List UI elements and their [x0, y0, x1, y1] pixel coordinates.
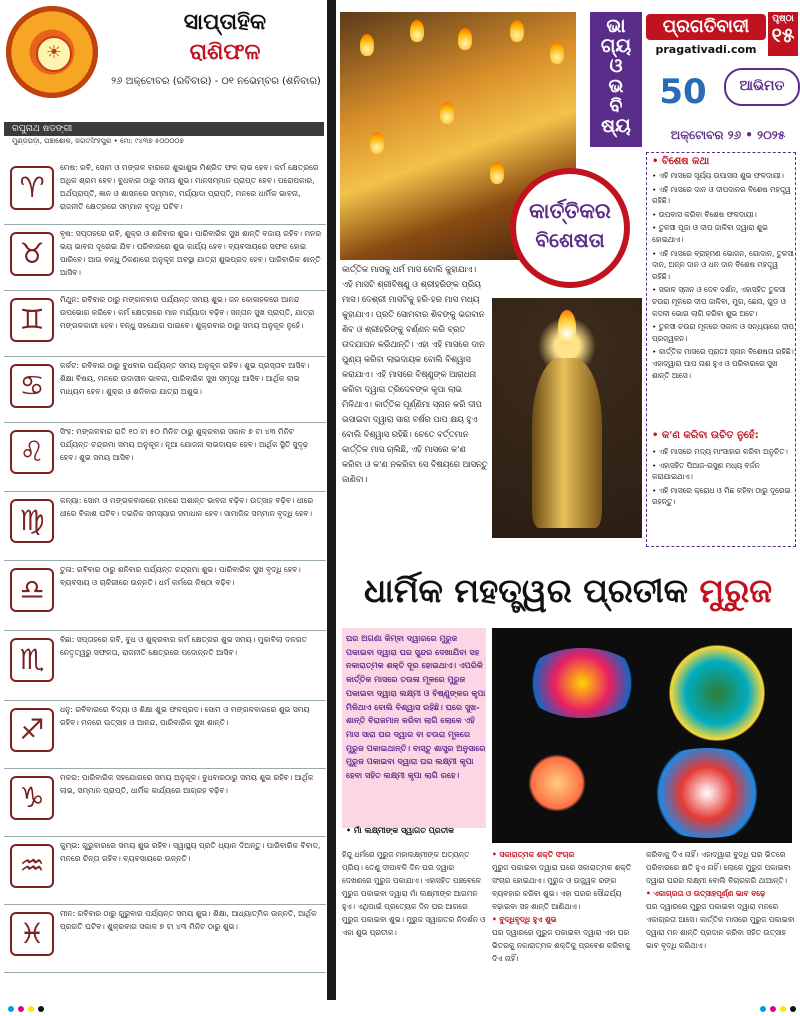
muruja-col-c — [646, 848, 796, 952]
muruja-headline — [340, 560, 796, 622]
sign-row-libra — [4, 560, 326, 631]
vertical-char: ଗ୍ୟ — [600, 35, 632, 57]
sign-row-virgo — [4, 491, 326, 561]
aries-icon: ♈ — [10, 166, 54, 210]
column-divider — [327, 0, 336, 1000]
issue-date: ଅକ୍ଟୋବର ୨୬ • ୨୦୨୫ — [670, 128, 786, 142]
rashifal-title: ରାଶିଫଳ — [189, 40, 261, 65]
sign-row-sagittarius — [4, 700, 326, 769]
sign-row-capricorn — [4, 768, 326, 837]
registration-marks — [0, 1002, 800, 1016]
vertical-char: ଭା — [606, 15, 626, 37]
sign-text: କୁମ୍ଭ: ଗୁରୁବାରରେ ସମୟ ଶୁଭ ରହିବ। ସ୍ୱାସ୍ଥ୍ୟ ପ୍ରତି ଧ୍ୟାନ ଦିଅନ୍ତୁ। ପାରିବାରିକ ବିବାଦ, ମନରେ ଚିନ୍ତା ରହିବ। ବ୍ୟବସାୟରେ ଉନ୍ନତି। — [60, 841, 321, 863]
col-c-text-2: ଘର ଦ୍ୱାରରେ ମୁରୁଜ ପକାଇବା ଦ୍ୱାରା ମନରେ ଏକାଗ୍ରତା ଆସେ। କାର୍ତ୍ତିକ ମାସରେ ମୁରୁଜ ପକାଇବା ଦ୍ୱାରା ମନ ଶାନ୍ତି ପ୍ରଦାନ କରିବା ସହିତ ଉତ୍ସାହ ଭାବ ବୃଦ୍ଧି କରିଥାଏ। — [646, 902, 795, 950]
kartik-title-1: କାର୍ତ୍ତିକର — [529, 199, 611, 223]
side-list-item: • ଏହି ମାସରେ ବ୍ରାହ୍ମଣ ଭୋଜନ, ଗୋଦାନ, ତୁଳସୀ ଦାନ, ଅନ୍ନ ଦାନ ଓ ଧନ ଦାନ ବିଶେଷ ମହତ୍ତ୍ୱ ରହିଛି। — [652, 248, 794, 281]
muruja-col-b — [492, 848, 638, 965]
rashifal-column — [0, 0, 326, 1000]
capricorn-icon: ♑ — [10, 776, 54, 820]
col-c-text: କରିବାକୁ ଦିଏ ନାହିଁ। ଏହାଦ୍ୱାରା ବୁଦ୍ଧି ଘର ଭିତରେ ପରିବାରରେ କ୍ଷତି ହୁଏ ନାହିଁ। ଲୋକେ ମୁରୁଜ ପକାଇବା ଦ୍ୱାରା ଘରର ଲକ୍ଷ୍ମୀ ବୋଲି ବିଚାରକରି ଥାଆନ୍ତି। — [646, 850, 791, 885]
libra-icon: ♎ — [10, 568, 54, 612]
side-list-item: • ତୁଳସୀ ପୂଜା ଓ ଦୀପ ଜାଳିବା ଦ୍ୱାରା ଶୁଭ ହୋଇଥାଏ। — [652, 223, 768, 244]
sign-row-aquarius — [4, 836, 326, 905]
side-list-item: • କାର୍ତ୍ତିକ ମାସରେ ପ୍ରାତଃ ସ୍ନାନ ବିଶେଷତା ରହିଛି। ଏହାଦ୍ୱାରା ପାପ ନାଶ ହୁଏ ଓ ପରିବାରରେ ସୁଖ ଶାନ୍ତି ଆସେ। — [652, 347, 794, 380]
lakshmi-subhead: • ମାଁ ଲକ୍ଷ୍ମୀଙ୍କ ସ୍ୱାଗତ ପ୍ରତୀକ — [346, 826, 455, 835]
side-list-item: • ସକାଳ ସ୍ନାନ ଓ ଦେବ ଦର୍ଶନ, ଏହାସହିତ ତୁଳସୀ ଚଉରା ମୂଳରେ ଦୀପ ଜାଳିବା, ମୁଗ, ଛେନା, ଗୁଡ଼ ଓ କଦଳୀ ଭୋଗ ଲାଗି କରିବା ଶୁଭ ଅଟେ। — [652, 285, 786, 318]
kartik-article: କାର୍ତ୍ତିକ ମାସକୁ ଧର୍ମ ମାସ ବୋଲି କୁହାଯାଏ। ଏହି ମାସଟି ଶ୍ରୀବିଷ୍ଣୁ ଓ ଶ୍ରୀହରିଙ୍କ ପ୍ରିୟ ମାସ। ଦେଶ୍ରୀ ମାସଟିକୁ ହରି-ହର ମାସ ମଧ୍ୟ କୁହାଯାଏ। ପ୍ରତି ସୋମବାର ଶିବଙ୍କୁ ଭଗବାନ ଶିବ ଓ ଶ୍ରୀହରିଙ୍କୁ ବର୍ଣ୍ଣନ କରି ବ୍ରତ ଉଦଯାପନ କରିଥାନ୍ତି। ଏହା ଏହି ମାସରେ ଦାନ ପୁଣ୍ୟ କରିବା ଲାଭଦାୟକ ବୋଲି ବିଶ୍ୱାସ କରାଯାଏ। ଏହି ମାସରେ ବିଷ୍ଣୁଙ୍କ ଆରାଧନା କରିବା ଦ୍ୱାରା ତ୍ରିଦେବଙ୍କ କୃପା ଲାଭ ମିଳିଥାଏ। କାର୍ତ୍ତିକ ପୂର୍ଣ୍ଣିମା ସ୍ନାନ କରି ଦୀପ ଭସାଇବା ଦ୍ୱାରା ସାରା ବର୍ଷର ପାପ କ୍ଷୟ ହୁଏ ବୋଲି ବିଶ୍ୱାସ ରହିଛି। ଚେତେ ବର୍ତ୍ତମାନ କାର୍ତ୍ତିକ ମାସ ଚାଲିଛି, ଏହି ମାସରେ କ'ଣ କରିବା ଓ କ'ଣ ନକରିବା ସେ ବିଷୟରେ ଆସନ୍ତୁ ଜାଣିବା। — [342, 264, 488, 484]
col-b-text-2: ଘର ଦ୍ୱାରରେ ମୁରୁଜ ପକାଇବା ଦ୍ୱାରା ଏହା ଘର ଭିତରକୁ ନକାରାତ୍ମକ ଶକ୍ତିକୁ ପ୍ରବେଶ କରିବାକୁ ଦିଏ ନାହିଁ। — [492, 928, 631, 963]
sign-row-cancer — [4, 356, 326, 423]
vertical-char: ଭ — [608, 75, 624, 97]
vertical-char: ଷ୍ୟ — [601, 115, 631, 137]
sign-text: କର୍କଟ: ରବିବାର ଠାରୁ ବୁଧବାର ପର୍ଯ୍ୟନ୍ତ ସମୟ ଅନୁକୂଳ ରହିବ। ଶୁଭ ପ୍ରସ୍ତାବ ଆସିବ। ଶିକ୍ଷା ବିଷୟ, ମନରେ ଉଦାସୀନ ଭାବନା, ପାରିବାରିକ ସୁଖ ସମୃଦ୍ଧି ଆସିବ। ଆର୍ଥିକ ଲାଭ ମାଧ୍ୟମ ହେବ। ଶୁକ୍ର ଓ ଶନିବାର ଯାତ୍ରା ଅଶୁଭ। — [60, 361, 310, 396]
headline-part-1: ଧାର୍ମିକ ମହତ୍ତ୍ୱର ପ୍ରତୀକ — [363, 571, 689, 610]
side-list-item: • ତୁଳସୀ ଚଉରା ମୂଳରେ ସକାଳ ଓ ସନ୍ଧ୍ୟାରେ ଦୀପ ପ୍ରଜ୍ୱଳନ। — [652, 322, 794, 343]
side-list-item: • ଏହି ମାସରେ କ୍ରୋଧ ଓ ମିଛ କହିବା ଠାରୁ ଦୂରେଇ ରହନ୍ତୁ। — [652, 485, 791, 507]
sign-row-scorpio — [4, 630, 326, 701]
weekly-title: ସାପ୍ତାହିକ — [183, 10, 267, 35]
sign-row-taurus — [4, 224, 326, 291]
side-list-item: • ଉପବାସ କରିବା ବିଶେଷ ଫଳଦାୟୀ। — [652, 209, 757, 219]
sign-text: ବିଛା: ସପ୍ତାହରେ ରବି, ବୁଧ ଓ ଶୁକ୍ରବାର କର୍ମ କ୍ଷେତ୍ରର ଶୁଭ ସମୟ। ମୁକାବିଲା ଦଳଗତ ନେତୃତ୍ୱରୁ ସଫଳତା, ରାଜନୀତି କ୍ଷେତ୍ରରେ ପଦୋନ୍ନତି ଆସିବ। — [60, 635, 308, 657]
col-b-text: ମୁରୁଜ ପକାଇବା ଦ୍ୱାରା ଘରେ ସକାରାତ୍ମକ ଶକ୍ତି ସଂଚାର ହୋଇଥାଏ। ମୁରୁଜ ଓ ଉଜ୍ଜ୍ୱଳ ରଙ୍ଗ ବ୍ୟବହାର କରିବା ଶୁଭ। ଏହା ଘରର ସୌନ୍ଦର୍ଯ୍ୟ ବଢ଼ାଇବା ସହ ଶାନ୍ତି ଆଣିଥାଏ। — [492, 863, 632, 911]
virgo-icon: ♍ — [10, 499, 54, 543]
sign-text: ମେଷ: ରବି, ସୋମ ଓ ମଙ୍ଗଳ ବାରରେ ଶୁଭାଶୁଭ ମିଶ୍ରିତ ଫଳ ଲାଭ ହେବ। କର୍ମ କ୍ଷେତ୍ରରେ ଅଧିକ ଶ୍ରମ ହେବ। ବୁଧବାର ଠାରୁ ସମୟ ଶୁଭ। ମାନସମ୍ମାନ ପ୍ରାପ୍ତ ହେବ। ପରୋପକାର, ଅର୍ଥପ୍ରାପ୍ତି, ଜ୍ଞାନ ଓ ଶାସନରେ ସମ୍ମାନ, ମର୍ଯ୍ୟାଦା ପ୍ରାପ୍ତି, ମନରେ ଧାର୍ମିକ ଭାବନା, ରାଜନୀତି କ୍ଷେତ୍ରରେ ସମ୍ମାନ ବୃଦ୍ଧି ଘଟିବ। — [60, 163, 319, 211]
website: pragativadi.com — [655, 43, 757, 56]
aquarius-icon: ♒ — [10, 844, 54, 888]
sign-text: ସିଂହ: ମଙ୍ଗଳବାର ରାତି ୧୦ ଟା ୫୦ ମିନିଟ ଠାରୁ ଶୁକ୍ରବାର ସକାଳ ୭ ଟା ୪୩ ମିନିଟ ପର୍ଯ୍ୟନ୍ତ ଚନ୍ଦ୍ରମା ସମୟ ଅନୁକୂଳ। ନୂଆ ଯୋଜନା ଲାଭଦାୟକ ହେବ। ଆର୍ଥିକ ସ୍ଥିତି ସୁଦୃଢ଼ ହେବ। ଶୁଭ ସମୟ ଆସିବ। — [60, 427, 309, 462]
col-b-subhead: • ସକାରାତ୍ମକ ଶକ୍ତି ସଂଚାର — [492, 850, 575, 859]
brass-lamp-photo — [492, 298, 642, 538]
brand-logo: ପ୍ରଗତିବାଦୀ — [646, 14, 766, 40]
sign-text: ବୃଷ: ସପ୍ତାହରେ ରବି, ଶୁକ୍ର ଓ ଶନିବାର ଶୁଭ। ପାରିବାରିକ ସୁଖ ଶାନ୍ତି ବଜାୟ ରହିବ। ମନର ଭୟ ଭାବନା ଦୂରେଇ ଯିବ। ପରିବାରରେ ଶୁଭ କାର୍ଯ୍ୟ ହେବ। ବ୍ୟବସାୟରେ ସଫଳ ହୋଇ ପାରିବେ। ଆଉ ବନ୍ଧୁ ଠିକଣାରେ ଅନୁକୂଳ ଅବସ୍ଥା ଯାତ୍ରା ଶୁଭପ୍ରଦ ହେବ। ପାରିବାରିକ ଶାନ୍ତି ଆସିବ। — [60, 229, 322, 277]
zodiac-wheel-icon: ☀ — [6, 6, 98, 98]
sign-text: ଧନୁ: ରବିବାରରେ ବିଦ୍ୟା ଓ ଶିକ୍ଷା ଶୁଭ ଫଳପ୍ରଦ। ସୋମ ଓ ମଙ୍ଗଳବାରରେ ଶୁଭ ସମୟ ରହିବ। ମନରେ ଉତ୍ସାହ ଓ ଆନନ୍ଦ, ପାରିବାରିକ ସୁଖ ଶାନ୍ତି। — [60, 705, 310, 727]
sign-row-aries — [4, 158, 326, 225]
side-list-item: • ଏହି ମାସରେ ସୂର୍ଯ୍ୟ ଉପାସନା ଶୁଭ ଫଳଦାୟୀ। — [652, 171, 784, 180]
side-head-2: • କ'ଣ କରିବା ଉଚିତ ନୁହେଁ: — [652, 430, 759, 441]
kartik-title-2: ବିଶେଷତା — [535, 228, 605, 252]
page-label: ପୃଷ୍ଠା — [772, 14, 794, 24]
side-head-1: • ବିଶେଷ କଥା — [652, 156, 710, 167]
sign-row-pisces — [4, 904, 326, 973]
taurus-icon: ♉ — [10, 232, 54, 276]
muruja-intro: ଘର ଅଗଣା କିମ୍ବା ଦ୍ୱାରରେ ମୁରୁଜ ପକାଇବା ଦ୍ୱାରା ଘର ସୁନ୍ଦର ଦେଖାଯିବା ସହ ନକାରାତ୍ମକ ଶକ୍ତି ଦୂର ହୋଇଥାଏ। ଏପରିକି କାର୍ତ୍ତିକ ମାସରେ ତଉଳା ମୂଳରେ ମୁରୁଜ ପକାଇବା ଦ୍ୱାରା ଲକ୍ଷ୍ମୀ ଓ ବିଷ୍ଣୁଙ୍କର କୃପା ମିଳିଥାଏ ବୋଲି ବିଶ୍ୱାସ ରହିଛି। ଘରେ ସୁଖ-ଶାନ୍ତି ବିରାଜମାନ କରିବା ଲାଗି ଲୋକେ ଏହି ମାସ ସାରା ଘର ଦ୍ୱାର ବା ଚଉରା ମୂଳରେ ମୁରୁଜ ପକାଇଥାନ୍ତି। ବାସ୍ତୁ ଶାସ୍ତ୍ର ଅନୁସାରେ ମୁରୁଜ ପକାଇବା ଦ୍ୱାରା ଘର ଲକ୍ଷ୍ମୀ କୃପା ହେବା ସହିତ ଲକ୍ଷ୍ମୀ କୃପା ଲାଗି ରହେ। — [346, 633, 486, 781]
author-name: ରଘୁନାଥ ଷଡଙ୍ଗୀ — [4, 122, 324, 136]
bhagya-bhabishya-label — [590, 12, 642, 147]
supplement-logo: ଆଭିମତ — [724, 68, 800, 106]
col-c-subhead: • ଏକାଗ୍ରତା ଓ ଉତ୍ସାହପୂର୍ଣ୍ଣ ଭାବ ବଢ଼େ — [646, 889, 766, 898]
col-b-subhead-2: • ବୁଦ୍ଧିବୃଦ୍ଧି ହୁଏ ଶୁଭ — [492, 915, 557, 924]
page-number: ୧୫ — [771, 23, 795, 47]
vertical-char: ଓ — [609, 55, 623, 77]
leo-icon: ♌ — [10, 430, 54, 474]
side-list-item: • ଏହି ମାସରେ ମଦ୍ୟ ମାଂସାହାର କରିବା ଅନୁଚିତ। — [652, 447, 788, 456]
muruja-col-a: ହିନ୍ଦୁ ଧର୍ମରେ ମୁରୁଜ ମହାଲକ୍ଷ୍ମୀଙ୍କ ଅତ୍ୟନ୍ତ ପ୍ରିୟ। ତେଣୁ ଦୀପାବଳି ଦିନ ଘର ଦ୍ୱାର ଦେଖଣରେ ମୁରୁଜ ପକାଯାଏ। ଏହାସହିତ ପଞ୍ଚବେଳେ ମୁରୁଜ ପକାଇବା ଦ୍ୱାରା ମାଁ ଲକ୍ଷ୍ମୀଙ୍କ ଆଗମନ ହୁଏ। ଏଥିପାଇଁ ପ୍ରତ୍ୟେକ ଦିନ ଘର ଆଗରେ ମୁରୁଜ ପକାଇବା ଶୁଭ। ମୁରୁଜ ସ୍ୱାଗତର ନିଦର୍ଶନ ଓ ଏହା ଶୁଭ ପ୍ରତୀକ। — [342, 850, 486, 937]
vertical-char: ବି — [609, 95, 623, 117]
cancer-icon: ♋ — [10, 364, 54, 408]
side-list-item: • ଏହି ମାସରେ ଦାନ ଓ ଦୀପଦାନର ବିଶେଷ ମହତ୍ତ୍ୱ ରହିଛି। — [652, 184, 791, 206]
sign-text: ତୁଳା: ରବିବାର ଠାରୁ ଶନିବାର ପର୍ଯ୍ୟନ୍ତ ଚନ୍ଦ୍ରମା ଶୁଭ। ପାରିବାରିକ ସୁଖ ବୃଦ୍ଧି ହେବ। ବ୍ୟବସାୟ ଓ ଚାକିରୀରେ ଉନ୍ନତି। ଧର୍ମ କର୍ମରେ ନିଷ୍ଠା ବଢ଼ିବ। — [60, 565, 301, 587]
sign-text: ମୀନ: ରବିବାର ଠାରୁ ଗୁରୁବାର ପର୍ଯ୍ୟନ୍ତ ସମୟ ଶୁଭ। ଶିକ୍ଷା, ଆଧ୍ୟାତ୍ମିକ ଉନ୍ନତି, ଆର୍ଥିକ ପ୍ରଗତି ଘଟିବ। ଶୁକ୍ରବାର ସକାଳ ୭ ଟା ୪୩ ମିନିଟ ଠାରୁ ଶୁଭ। — [60, 909, 317, 931]
side-list-item: • ଏହାସହିତ ପିଆଜ-ରସୁଣ ମଧ୍ୟ ବର୍ଜନ କରାଯାଇଥାଏ। — [652, 460, 760, 482]
sign-row-gemini — [4, 290, 326, 357]
sign-text: ମିଥୁନ: ରବିବାର ଠାରୁ ମଙ୍ଗଳବାର ପର୍ଯ୍ୟନ୍ତ ସମୟ ଶୁଭ। ଜନ କୋଳାହଳରେ ଆନନ୍ଦ ଉପଭୋଗ କରିବେ। କର୍ମ କ୍ଷେତ୍ରରେ ମାନ ମର୍ଯ୍ୟାଦା ବଢ଼ିବ। ସନ୍ତାନ ସୁଖ ପ୍ରାପ୍ତି, ଯାତ୍ରା ମଙ୍ଗଳକାରୀ ହେବ। ବନ୍ଧୁ ସହଯୋଗ ପାଇବେ। ଶୁକ୍ରବାର ଠାରୁ ସମୟ ଅନୁକୂଳ ନୁହେଁ। — [60, 295, 315, 330]
sagittarius-icon: ♐ — [10, 708, 54, 752]
date-range: ୨୬ ଅକ୍ଟୋବର (ରବିବାର) - ୦୧ ନଭେମ୍ବର (ଶନିବାର) — [111, 76, 321, 87]
sign-text: କନ୍ୟା: ସୋମ ଓ ମଙ୍ଗଳବାରରେ ମନରେ ଅଶାନ୍ତ ଭାବନା ବଢ଼ିବ। ଉତ୍ସାହ ବଢ଼ିବ। ଧୀରେ ଧୀରେ ବିକାଶ ଘଟିବ। ଦଇନିକ ସମସ୍ୟାର ସମାଧାନ ହେବ। ସାମାଜିକ ସମ୍ମାନ ବୃଦ୍ଧି ହେବ। — [60, 496, 314, 518]
author-address: ମୁଣ୍ଡପଡ଼ା, ପଞ୍ଚାଶୋକ, ଜଗତସିଂହପୁର • ମୋ: ୯୪୩୭ ୫୦୦୦୦୭ — [12, 137, 184, 145]
scorpio-icon: ♏ — [10, 638, 54, 682]
rangoli-photo — [492, 628, 792, 843]
kartik-badge — [510, 168, 630, 288]
sign-text: ମକର: ପାରିବାରିକ ସହଯୋଗରେ ସମୟ ଅନୁକୂଳ। ବୁଧବାରଠାରୁ ସମୟ ଶୁଭ ରହିବ। ଆର୍ଥିକ ଲାଭ, ସମ୍ମାନ ପ୍ରାପ୍ତି, ଧାର୍ମିକ କାର୍ଯ୍ୟରେ ଆଗ୍ରହ ବଢ଼ିବ। — [60, 773, 314, 795]
side-list-1 — [652, 170, 794, 383]
headline-part-2: ମୁରୁଜ — [699, 571, 773, 610]
anniversary-logo: 50 — [659, 72, 707, 112]
page-number-box — [768, 12, 798, 56]
pisces-icon: ♓ — [10, 912, 54, 956]
side-list-2 — [652, 446, 794, 510]
gemini-icon: ♊ — [10, 298, 54, 342]
sign-row-leo — [4, 422, 326, 492]
